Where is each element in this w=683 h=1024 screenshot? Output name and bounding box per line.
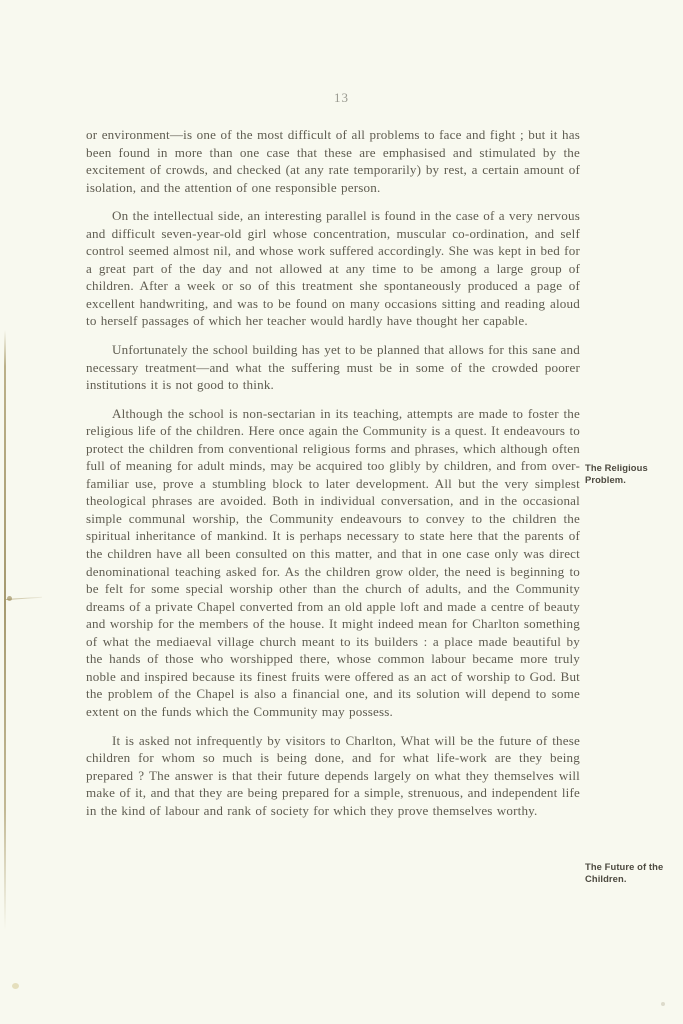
scan-edge-artifact <box>4 330 6 930</box>
sidenote-future-of-children: The Future of the Children. <box>585 861 664 885</box>
paragraph-school-building: Unfortunately the school building has yet to be planned that allows for this sane and necessary treatment—and what the suffering must be in some of the crowded poorer institutions it is not good to think. <box>86 342 580 393</box>
sidenote-religious-problem: The Religious Problem. <box>585 462 648 486</box>
paragraph-non-sectarian: Although the school is non-sectarian in its teaching, attempts are made to foster the religious life of the children. Here once again the Community is a quest. It endeavours to protect the children from conventional religious forms and phrases, which although often full of meaning for adult minds, may be acquired too glibly by children, and from over-familiar use, prove a stumbling block to later development. All but the very simplest theological phrases are avoided. Both in individual conversation, and in the occasional simple communal worship, the Community endeavours to convey to the children the spiritual inheritance of mankind. It is perhaps necessary to state here that the parents of the children have all been consulted on this matter, and that in one case only was direct denominational teaching asked for. As the children grow older, the need is beginning to be felt for some special worship other than the church of adults, and the Community dreams of a private Chapel converted from an old apple loft and made a centre of beauty and worship for the members of the house. It might indeed mean for Charlton something of what the mediaeval village church meant to its builders : a place made beautiful by the hands of those who worshipped there, whose common labour became more truly noble and inspired because its finest fruits were offered as an act of worship to God. But the problem of the Chapel is also a financial one, and its solution will depend to some extent on the funds which the Community may possess. <box>86 405 580 719</box>
scan-speck-artifact-corner <box>661 1002 665 1006</box>
scan-speck-artifact-lower <box>12 983 19 989</box>
paragraph-intellectual-side: On the intellectual side, an interesting parallel is found in the case of a very nervous and difficult seven-year-old girl whose concentration, muscular co-ordination, and self control seemed almost nil, and whose work suffered accordingly. She was kept in bed for a great part of the day and not allowed at any time to be among a large group of children. After a week or so of this treatment she spontaneously produced a page of excellent handwriting, and was to be found on many occasions sitting and reading aloud to herself passages of which her teacher would hardly have thought her capable. <box>86 208 580 329</box>
scan-speck-artifact <box>7 596 12 601</box>
scan-streak-artifact <box>6 597 42 600</box>
paragraph-environment: or environment—is one of the most difficult of all problems to face and fight ; but it has been found in more than one case that these are emphasised and stimulated by the excitement of crowds, and checked (at any rate temporarily) by rest, a certain amount of isolation, and the attention of one responsible person. <box>86 127 580 195</box>
page-number: 13 <box>334 90 349 105</box>
body-text-column <box>86 126 580 819</box>
paragraph-future-children: It is asked not infrequently by visitors to Charlton, What will be the future of these children for whom so much is being done, and for what life-work are they being prepared ? The answer is that their future depends largely on what they themselves will make of it, and that they are being prepared for a simple, strenuous, and independent life in the kind of labour and rank of society for which they prove themselves worthy. <box>86 732 580 818</box>
